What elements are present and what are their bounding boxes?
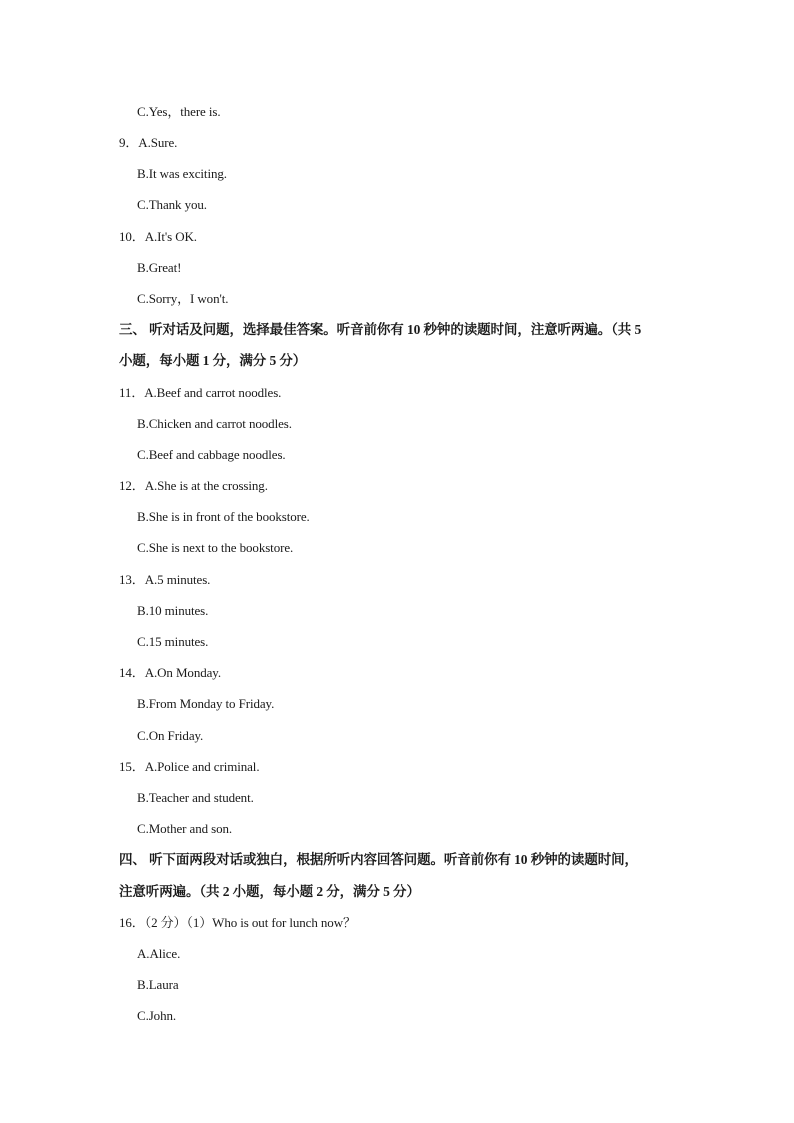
question-14-option-c: C.On Friday. — [137, 728, 204, 743]
question-13-option-c: C.15 minutes. — [137, 634, 209, 649]
question-14-option-b: B.From Monday to Friday. — [137, 696, 275, 711]
question-14: 14．A.On Monday. — [119, 665, 222, 680]
question-11-option-c: C.Beef and cabbage noodles. — [137, 447, 286, 462]
question-12-option-c: C.She is next to the bookstore. — [137, 540, 294, 555]
question-15-option-c: C.Mother and son. — [137, 821, 233, 836]
section-3-heading: 三、 听对话及问题，选择最佳答案。听音前你有 10 秒钟的读题时间，注意听两遍。（共 5 — [119, 322, 642, 337]
section-4-heading-cont: 注意听两遍。（共 2 小题，每小题 2 分，满分 5 分） — [119, 884, 420, 899]
question-12: 12．A.She is at the crossing. — [119, 478, 268, 493]
question-16-option-a: A.Alice. — [137, 946, 181, 961]
question-9: 9．A.Sure. — [119, 135, 178, 150]
question-12-option-b: B.She is in front of the bookstore. — [137, 509, 310, 524]
question-11-option-b: B.Chicken and carrot noodles. — [137, 416, 292, 431]
section-3-heading-cont: 小题，每小题 1 分，满分 5 分） — [119, 353, 307, 368]
section-4-heading: 四、 听下面两段对话或独白，根据所听内容回答问题。听音前你有 10 秒钟的读题时间， — [119, 852, 638, 867]
question-16-option-c: C.John. — [137, 1008, 177, 1023]
question-15: 15．A.Police and criminal. — [119, 759, 260, 774]
question-8-option-c: C.Yes，there is. — [137, 104, 221, 119]
question-13: 13．A.5 minutes. — [119, 572, 211, 587]
question-9-option-b: B.It was exciting. — [137, 166, 227, 181]
question-16: 16．（2 分）（1）Who is out for lunch now？ — [119, 915, 356, 930]
question-10-option-b: B.Great! — [137, 260, 182, 275]
question-9-option-c: C.Thank you. — [137, 197, 207, 212]
question-15-option-b: B.Teacher and student. — [137, 790, 254, 805]
question-11: 11．A.Beef and carrot noodles. — [119, 385, 282, 400]
question-10-option-c: C.Sorry，I won't. — [137, 291, 229, 306]
question-10: 10．A.It's OK. — [119, 229, 197, 244]
question-16-option-b: B.Laura — [137, 977, 179, 992]
question-13-option-b: B.10 minutes. — [137, 603, 209, 618]
